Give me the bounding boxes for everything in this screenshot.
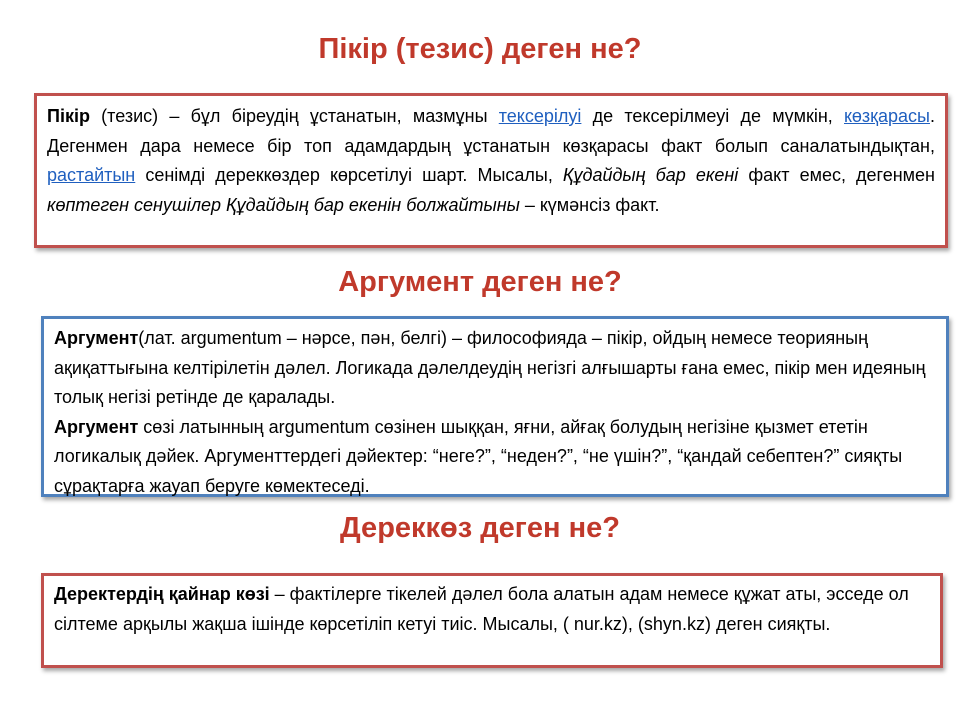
section1-title: Пікір (тезис) деген не? [318,33,642,65]
opinion-text-4: сенімді дереккөздер көрсетілуі шарт. Мысалы, [135,165,563,186]
opinion-italic-2: көптеген сенушілер Құдайдың бар екенін болжайтыны [47,194,520,215]
link-kozqarasy[interactable]: көзқарасы [844,106,930,126]
argument-definition-box [41,316,949,497]
argument-paragraph-1 [54,324,936,413]
opinion-text-6: – күмәнсіз факт. [519,194,660,215]
argument-text-1: (лат. argumentum – нәрсе, пән, белгі) – философияда – пікір, ойдың немесе теорияның ақиқаттығына келтірілетін дәлел. Логикада дәлелдеудің негізгі алғышарты ғана емес, пікір мен идеяның толық негізі ретінде де қаралады. [54,328,926,408]
link-rastaityn[interactable]: растайтын [47,165,136,186]
source-term: Деректердің қайнар көзі [54,584,270,604]
source-text: – фактілерге тікелей дәлел бола алатын адам немесе құжат аты, эсседе ол сілтеме арқылы жақша ішінде көрсетіліп кетуі тиіс. Мысалы, ( nur.kz), (shyn.kz) деген сияқты. [54,584,909,634]
source-definition-box [41,573,943,668]
section2-title: Аргумент деген не? [338,266,622,298]
argument-term-2: Аргумент [54,416,139,437]
opinion-italic-1: Құдайдың бар екені [562,165,739,186]
argument-term-1: Аргумент [54,328,139,348]
argument-paragraph-2 [54,413,936,502]
opinion-text-2: де тексерілмеуі де мүмкін, [581,106,844,126]
opinion-term: Пікір [47,106,90,126]
opinion-text-1: (тезис) – бұл біреудің ұстанатын, мазмұны [89,106,499,126]
opinion-text-5: факт емес, дегенмен [738,165,935,186]
opinion-text-3: . Дегенмен дара немесе бір топ адамдардың ұстанатын көзқарасы факт болып саналатындықтан, [47,106,935,156]
argument-text-2: сөзі латынның argumentum сөзінен шыққан, яғни, айғақ болудың негізіне қызмет ететін логикалық дәйек. Аргументтердегі дәйектер: “неге?”, “неден?”, “не үшін?”, “қандай себептен?” сияқты сұрақтарға жауап беруге көмектеседі. [54,416,903,496]
opinion-definition-box [34,93,948,248]
link-tekserilui[interactable]: тексерілуі [498,106,582,126]
section3-title: Дереккөз деген не? [340,512,620,544]
